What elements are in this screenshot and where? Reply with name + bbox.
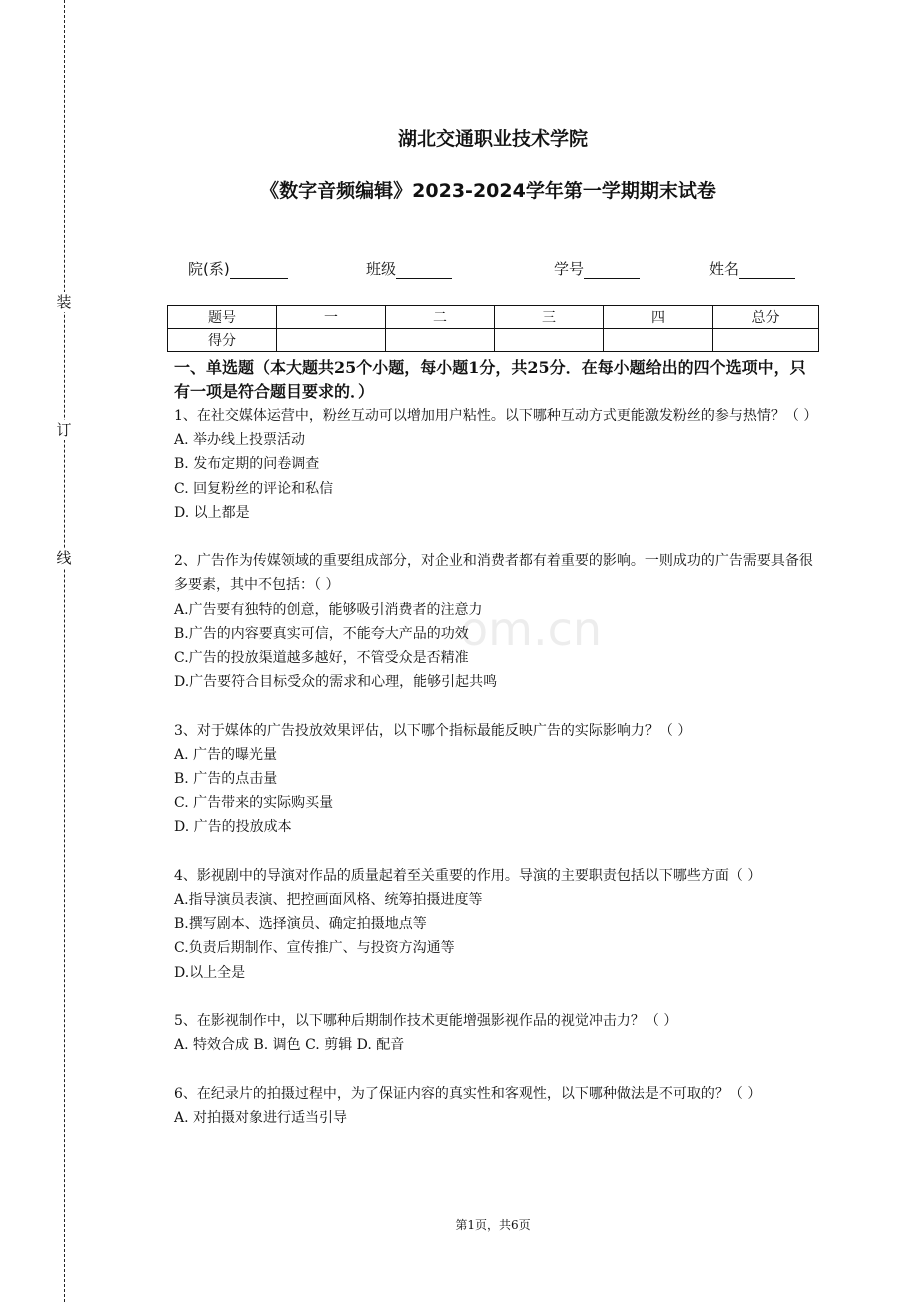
score-input-1[interactable]: [277, 329, 386, 352]
option-c[interactable]: C. 广告带来的实际购买量: [174, 795, 334, 812]
option-d[interactable]: D. 以上都是: [174, 504, 250, 521]
department-label: 院(系): [188, 260, 230, 278]
score-cell-section-1: 一: [277, 306, 386, 329]
option-c[interactable]: C.广告的投放渠道越多越好，不管受众是否精准: [174, 650, 469, 667]
school-title: 湖北交通职业技术学院: [397, 128, 588, 150]
score-table-score-row: [168, 329, 819, 352]
question-4: [174, 864, 820, 985]
question-stem: 6、在纪录片的拍摄过程中，为了保证内容的真实性和客观性，以下哪种做法是不可取的？（ ）: [174, 1085, 762, 1102]
section-heading: 一、单选题（本大题共25个小题，每小题1分，共25分．在每小题给出的四个选项中，只有一项是符合题目要求的．）: [174, 358, 806, 401]
option-d[interactable]: D. 广告的投放成本: [174, 819, 292, 836]
score-input-total[interactable]: [713, 329, 819, 352]
exam-title: 《数字音频编辑》2023-2024学年第一学期期末试卷: [260, 180, 716, 202]
score-table: [167, 305, 819, 352]
score-cell-section-4: 四: [604, 306, 713, 329]
option-a[interactable]: A.指导演员表演、把控画面风格、统筹拍摄进度等: [174, 892, 483, 909]
score-row-label: 得分: [168, 329, 277, 352]
name-blank[interactable]: [739, 262, 795, 279]
watermark: om.cn: [460, 602, 603, 656]
page-footer: 第1页，共6页: [455, 1218, 531, 1232]
score-table-header-row: [168, 306, 819, 329]
question-stem: 2、广告作为传媒领域的重要组成部分，对企业和消费者都有着重要的影响。一则成功的广告需要具备很多要素，其中不包括：（ ）: [174, 553, 813, 594]
option-c[interactable]: C. 回复粉丝的评论和私信: [174, 480, 334, 497]
class-field[interactable]: [366, 258, 452, 279]
score-cell-label: 题号: [168, 306, 277, 329]
class-label: 班级: [366, 260, 397, 278]
option-b[interactable]: B. 广告的点击量: [174, 771, 278, 788]
binding-char-xian: 线: [56, 549, 72, 567]
score-input-4[interactable]: [604, 329, 713, 352]
question-stem: 1、在社交媒体运营中，粉丝互动可以增加用户粘性。以下哪种互动方式更能激发粉丝的参与热情？（ ）: [174, 408, 818, 424]
option-d[interactable]: D.以上全是: [174, 964, 246, 981]
option-a[interactable]: A.广告要有独特的创意，能够吸引消费者的注意力: [174, 601, 483, 618]
option-b[interactable]: B.撰写剧本、选择演员、确定拍摄地点等: [174, 916, 427, 933]
student-id-field[interactable]: [554, 258, 640, 279]
question-stem: 3、对于媒体的广告投放效果评估，以下哪个指标最能反映广告的实际影响力？（ ）: [174, 722, 692, 739]
option-b[interactable]: B.广告的内容要真实可信，不能夸大产品的功效: [174, 625, 469, 642]
options-inline[interactable]: A. 特效合成 B. 调色 C. 剪辑 D. 配音: [174, 1037, 405, 1054]
option-d[interactable]: D.广告要符合目标受众的需求和心理，能够引起共鸣: [174, 674, 498, 691]
question-2: [174, 549, 820, 694]
department-field[interactable]: [188, 258, 288, 279]
question-stem: 5、在影视制作中，以下哪种后期制作技术更能增强影视作品的视觉冲击力？（ ）: [174, 1013, 678, 1030]
student-id-blank[interactable]: [584, 262, 640, 279]
score-cell-section-3: 三: [495, 306, 604, 329]
option-a[interactable]: A. 广告的曝光量: [174, 746, 278, 763]
binding-char-zhuang: 装: [56, 293, 72, 311]
question-1: [174, 404, 820, 525]
student-info-row: [188, 258, 828, 280]
question-stem: 4、影视剧中的导演对作品的质量起着至关重要的作用。导演的主要职责包括以下哪些方面（ ）: [174, 867, 762, 884]
question-list: [174, 404, 820, 1130]
name-field[interactable]: [709, 258, 795, 279]
department-blank[interactable]: [230, 262, 288, 279]
option-c[interactable]: C.负责后期制作、宣传推广、与投资方沟通等: [174, 940, 455, 957]
question-3: [174, 719, 820, 840]
student-id-label: 学号: [554, 260, 585, 278]
score-input-3[interactable]: [495, 329, 604, 352]
option-a[interactable]: A. 对拍摄对象进行适当引导: [174, 1109, 348, 1126]
name-label: 姓名: [709, 260, 740, 278]
score-cell-total: 总分: [713, 306, 819, 329]
binding-char-ding: 订: [56, 421, 72, 439]
question-5: [174, 1009, 820, 1057]
option-b[interactable]: B. 发布定期的问卷调查: [174, 456, 320, 473]
score-cell-section-2: 二: [386, 306, 495, 329]
question-6: [174, 1082, 820, 1130]
score-input-2[interactable]: [386, 329, 495, 352]
option-a[interactable]: A. 举办线上投票活动: [174, 432, 306, 449]
class-blank[interactable]: [396, 262, 452, 279]
